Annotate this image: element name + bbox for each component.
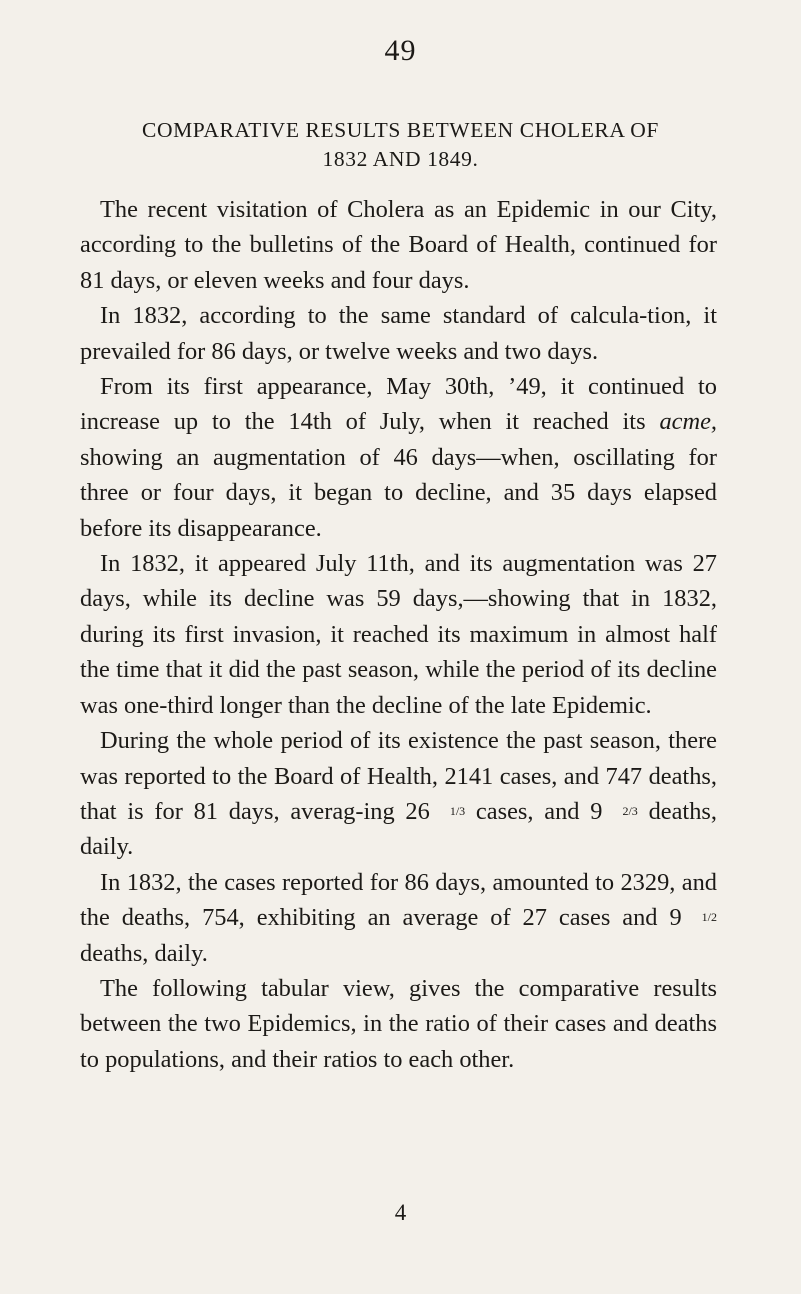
fraction: 2/3 [622, 803, 638, 818]
paragraph-epidemic-duration-1832: In 1832, according to the same standard of calcula-tion, it prevailed for 86 days, or twelve weeks and two days. [80, 302, 717, 365]
paragraph-epidemic-duration-1849: The recent visitation of Cholera as an Epidemic in our City, according to the bulletins of the Board of Health, continued for 81 days, or eleven weeks and four days. [80, 196, 717, 294]
body-text [80, 192, 717, 1077]
paragraph-cases-deaths-1832 [80, 865, 717, 971]
paragraph-progression-1849 [80, 369, 717, 546]
italic-term: acme, [659, 408, 717, 436]
paragraph-text: showing an augmentation of 46 days—when, oscillating for three or four days, it began to decline, and 35 days elapsed before its disappearance. [80, 443, 717, 542]
paragraph-progression-1832: In 1832, it appeared July 11th, and its augmentation was 27 days, while its decline was 59 days,—showing that in 1832, during its first invasion, it reached its maximum in almost half the time that it did the past season, while the period of its decline was one-third longer than the decline of the late Epidemic. [80, 550, 717, 719]
paragraph-cases-deaths-1849 [80, 723, 717, 865]
paragraph-text: deaths, daily. [80, 939, 208, 967]
heading-line-2: 1832 AND 1849. [322, 147, 479, 171]
paragraph-text: From its first appearance, May 30th, ’49, it continued to increase up to the 14th of July, when it reached its [80, 373, 717, 436]
paragraph-text: deaths, daily. [80, 797, 717, 861]
page-number: 49 [384, 34, 417, 67]
heading-line-1: COMPARATIVE RESULTS BETWEEN CHOLERA OF [142, 118, 659, 142]
section-heading [60, 116, 741, 174]
signature-mark: 4 [394, 1200, 407, 1225]
paragraph-tabular-view-intro: The following tabular view, gives the comparative results between the two Epidemics, in the ratio of their cases and deaths to populations, and their ratios to each other. [80, 974, 717, 1073]
paragraph-text: In 1832, the cases reported for 86 days, amounted to 2329, and the deaths, 754, exhibiting an average of 27 cases and 9 [80, 868, 717, 932]
fraction: 1/3 [449, 803, 466, 818]
paragraph-text: cases, and 9 [465, 797, 603, 825]
paragraph-text: During the whole period of its existence the past season, there was reported to the Board of Health, 2141 cases, and 747 deaths, that is for 81 days, averag-ing 26 [80, 727, 717, 825]
fraction: 1/2 [701, 910, 717, 925]
